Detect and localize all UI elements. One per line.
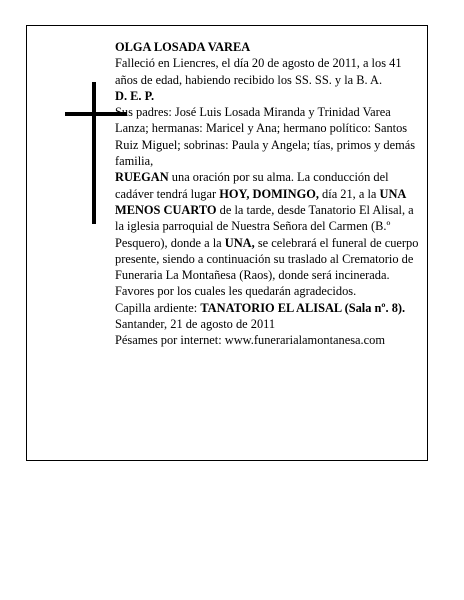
request-text-4: se celebrará el funeral de cuerpo presente, siendo a continuación su traslado al Crematorio de Funeraria La Montañesa (Raos), donde será incinerada. Favores por los cuales les quedarán agradecidos. <box>115 235 419 299</box>
rip-line: D. E. P. <box>115 88 155 103</box>
deceased-name: OLGA LOSADA VAREA <box>115 40 251 54</box>
death-notice: Falleció en Liencres, el día 20 de agosto de 2011, a los 41 años de edad, habiendo recibido los SS. SS. y la B. A. <box>115 56 402 87</box>
request-text-2: día 21, a la <box>318 186 380 201</box>
family-list: Sus padres: José Luis Losada Miranda y Trinidad Varea Lanza; hermanas: Maricel y Ana; hermano político: Santos Ruiz Miguel; sobrinas: Paula y Angela; tías, primos y demás familia, <box>115 105 416 169</box>
request-time: UNA MENOS CUARTO <box>115 186 406 217</box>
condolences-line: Pésames por internet: www.funerarialamontanesa.com <box>115 333 385 348</box>
cross-vertical-bar <box>92 82 96 224</box>
chapel-label: Capilla ardiente: <box>115 300 201 315</box>
place-date: Santander, 21 de agosto de 2011 <box>115 317 276 332</box>
request-day: HOY, DOMINGO, <box>219 186 319 201</box>
chapel-line <box>115 300 421 316</box>
request-paragraph <box>115 169 421 299</box>
obituary-text <box>115 39 421 349</box>
request-text-1: una oración por su alma. La conducción del cadáver tendrá lugar <box>115 170 389 201</box>
request-text-3: de la tarde, desde Tanatorio El Alisal, a la iglesia parroquial de Nuestra Señora del Carmen (B.º Pesquero), donde a la <box>115 202 414 250</box>
chapel-place: TANATORIO EL ALISAL (Sala nº. 8). <box>200 300 406 315</box>
request-funeral-time: UNA, <box>224 235 255 250</box>
request-ruegan: RUEGAN <box>115 170 169 185</box>
